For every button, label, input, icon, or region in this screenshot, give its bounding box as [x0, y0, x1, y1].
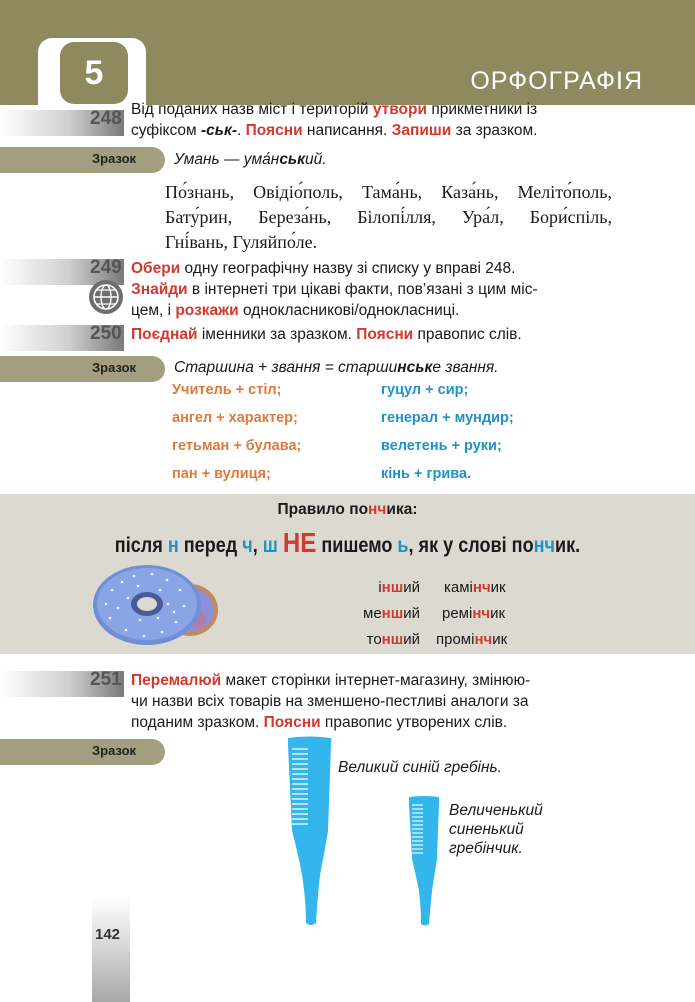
chapter-number: 5 [60, 42, 128, 104]
exercise-number: 248 [90, 108, 122, 129]
pair-left: пан + вулиця; [172, 466, 271, 482]
exercise-251-text: Перемалюй макет сторінки інтернет-магазину, змінюю- чи назви всіх товарів на зменшено-пестливі аналоги за поданим зразком. Поясни правопис утворених слів. [131, 672, 531, 731]
exercise-number: 251 [90, 669, 122, 690]
page-number-bar [92, 898, 130, 1002]
words-column-2: камінчик ремінчик промінчик [436, 579, 508, 648]
pair-left: Учитель + стіл; [172, 382, 282, 398]
big-comb-image [284, 735, 334, 927]
sample-tag: Зразок [0, 356, 165, 382]
small-comb-caption: Величенький синенький гребінчик. [449, 802, 543, 857]
sample-text: Умань — ума́нський. [174, 151, 327, 168]
small-comb-image [406, 795, 442, 927]
exercise-248-text: Від поданих назв міст і територій утвори прикметники із суфіксом -ськ-. Поясни написання. Запиши за зразком. [131, 101, 538, 139]
exercise-250-text: Поєднай іменники за зразком. Поясни правопис слів. [131, 326, 522, 343]
pair-left: гетьман + булава; [172, 438, 302, 454]
section-title: ОРФОГРАФІЯ [470, 67, 643, 95]
rule-text: після н перед ч, ш НЕ пишемо ь, як у слові пончик. [114, 527, 581, 558]
pair-right: гуцул + сир; [381, 382, 469, 398]
exercise-number: 249 [90, 257, 122, 278]
words-column-1: інший менший тонший [363, 579, 420, 648]
big-comb-caption: Великий синій гребінь. [338, 759, 502, 776]
pair-right: кінь + грива. [381, 466, 472, 482]
exercise-number: 250 [90, 323, 122, 344]
pair-right: велетень + руки; [381, 438, 502, 454]
pair-left: ангел + характер; [172, 410, 298, 426]
rule-title: Правило пончика: [277, 501, 418, 518]
places-list: По́знань, Овідіо́поль, Тама́нь, Каза́нь, Меліто́поль, Бату́рин, Береза́нь, Білопі́лля, Ура́л, Бори́спіль, Гні́вань, Гуляйпо́ле. [165, 182, 612, 252]
sample-tag: Зразок [0, 739, 165, 765]
donut-image [92, 560, 222, 650]
exercise-249-text: Обери одну географічну назву зі списку у вправі 248. Знайди в інтернеті три цікаві факти, пов’язані з цим міс- цем, і розкажи однокласникові/однокласниці. [131, 260, 538, 319]
globe-icon [88, 279, 124, 315]
pair-right: генерал + мундир; [381, 410, 514, 426]
sample-tag: Зразок [0, 147, 165, 173]
sample-text: Старшина + звання = старшинське звання. [174, 359, 499, 376]
page-number: 142 [95, 926, 121, 943]
